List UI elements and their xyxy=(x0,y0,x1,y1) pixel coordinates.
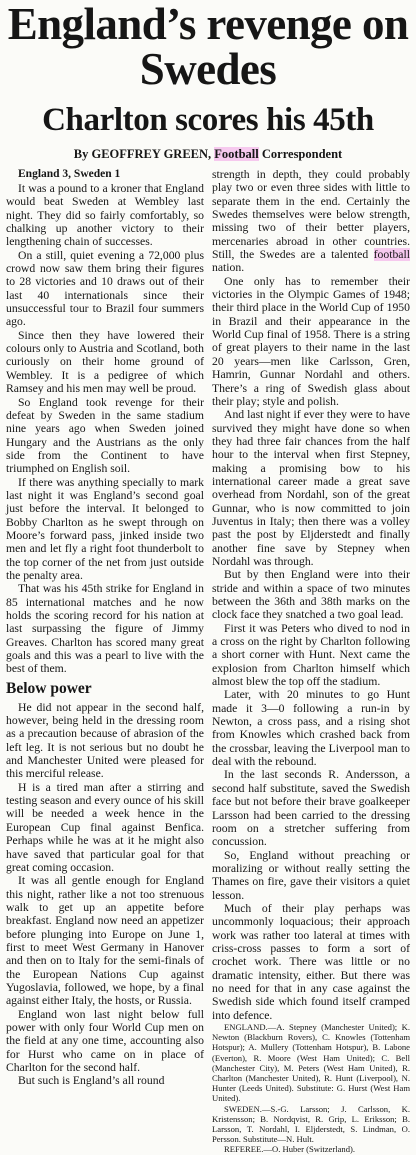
paragraph: He did not appear in the second half, however, being held in the dressing room as a precaution because of abrasion of the left leg. It is not serious but no doubt he and Manchester United were pleased for this merciful release. xyxy=(6,700,204,781)
paragraph-continued xyxy=(212,168,410,275)
paragraph: So, England without preaching or moralizing or without really setting the Thames on fire, gave their visitors a quiet lesson. xyxy=(212,848,410,902)
paragraph: And last night if ever they were to have survived they might have done so when they had three fair chances from the half hour to the interval when first Stepney, making a promising bow to his international career made a great save overhead from Nordahl, son of the great Gunnar, who is now committed to join Juventus in Italy; then there was a volley past the post by Eljderstedt and finally another fine save by Stepney when Nordahl was through. xyxy=(212,408,410,568)
paragraph: That was his 45th strike for England in 85 international matches and he now holds the scoring record for his nation at last surpassing the figure of Jimmy Greaves. Charlton has scored many great goals and this was a pearl to live with the best of them. xyxy=(6,582,204,676)
headline: England’s revenge on Swedes xyxy=(7,0,409,94)
paragraph: Since then they have lowered their colours only to Austria and Scotland, both curiously on their home ground of Wembley. It is a pedigree of which Ramsey and his men may well be proud. xyxy=(6,328,204,396)
paragraph: First it was Peters who dived to nod in a cross on the right by Charlton following a short corner with Hunt. Next came the explosion from Charlton himself which almost blew the top off the stadium. xyxy=(212,621,410,689)
highlighted-word: football xyxy=(373,248,410,262)
paragraph: H is a tired man after a stirring and testing season and every ounce of his skill will be needed a week hence in the European Cup final against Benfica. Perhaps while he was at it he might also have saved that particular goal for that great coming occasion. xyxy=(6,780,204,874)
byline xyxy=(6,146,410,162)
byline-highlight: Football xyxy=(214,147,259,161)
paragraph: It was all gentle enough for England this night, rather like a not too strenuous walk to get up an appetite before breakfast. England now need an appetizer before plunging into Europe on June 1, first to meet West Germany in Hanover and then on to Italy for the semi-finals of the European Nations Cup against Yugoslavia, followed, we hope, by a final against either Italy, the hosts, or Russia. xyxy=(6,874,204,1008)
column-left xyxy=(6,168,204,1155)
paragraph: Later, with 20 minutes to go Hunt made it 3—0 following a run-in by Newton, a cross pass, and a rising shot from Knowles which crashed back from the crossbar, leaving the Liverpool man to deal with the rebound. xyxy=(212,688,410,769)
paragraph: One only has to remember their victories in the Olympic Games of 1948; their third place in the World Cup of 1950 in Brazil and their appearance in the World Cup final of 1958. There is a string of great players to their name in the last 20 years—men like Carlsson, Gren, Hamrin, Gunnar Nordahl and others. There’s a ring of Swedish glass about their play; style and polish. xyxy=(212,274,410,408)
byline-prefix: By GEOFFREY GREEN, xyxy=(73,147,215,161)
paragraph-text: nation. xyxy=(212,261,245,275)
sweden-lineup: SWEDEN.—S.-G. Larsson; J. Carlsson, K. Kristensson; B. Nordqvist, R. Grip, L. Eriksson; B. Larsson, T. Nordahl, I. Eljderstedt, S. Lindman, O. Persson. Substitute—N. Hult. xyxy=(212,1103,410,1145)
paragraph: On a still, quiet evening a 72,000 plus crowd now saw them bring their figures to 28 victories and 10 draws out of their last 40 internationals since their unsuccessful tour to Brazil four summers ago. xyxy=(6,248,204,329)
referee-line: REFEREE.—O. Huber (Switzerland). xyxy=(224,1144,356,1155)
england-lineup: ENGLAND.—A. Stepney (Manchester United); K. Newton (Blackburn Rovers), C. Knowles (Tottenham Hotspur); A. Mullery (Tottenham Hotspur), B. Labone (Everton), R. Moore (West Ham United); C. Bell (Manchester City), M. Peters (West Ham United), R. Charlton (Manchester United), R. Hunt (Liverpool), N. Hunter (Leeds United). Substitute: G. Hurst (West Ham United). xyxy=(212,1022,410,1104)
paragraph: In the last seconds R. Andersson, a second half substitute, saved the Swedish face but not before their brave goalkeeper Larsson had been carried to the dressing room on a stretcher suffering from concussion. xyxy=(212,768,410,849)
subheadline: Charlton scores his 45th xyxy=(42,102,374,138)
paragraph: But such is England’s all round xyxy=(18,1074,165,1088)
column-right xyxy=(212,168,410,1155)
paragraph-text: strength in depth, they could probably play two or even three sides with little to separate them in the end. Certainly the Swedes themselves were below strength, missing two of their better players, mercenaries abroad in other countries. Still, the Swedes are a talented xyxy=(212,168,410,262)
paragraph: Much of their play perhaps was uncommonly loquacious; their approach work was rather too lateral at times with criss-cross passes to form a sort of crochet work. There was little or no dramatic intensity, either. But there was no need for that in any case against the Swedish side which found itself cramped into defence. xyxy=(212,901,410,1022)
section-heading: Below power xyxy=(6,679,92,697)
paragraph: It was a pound to a kroner that England would beat Sweden at Wembley last night. They did so fairly comfortably, so chalking up another victory to their lengthening chain of successes. xyxy=(6,182,204,249)
paragraph: But by then England were into their stride and within a space of two minutes between the 36th and 38th marks on the clock face they snatched a two goal lead. xyxy=(212,568,410,622)
score-line: England 3, Sweden 1 xyxy=(18,168,121,180)
paragraph: England won last night below full power with only four World Cup men on the field at any one time, accounting also for Hurst who came on in place of Charlton for the second half. xyxy=(6,1007,204,1074)
byline-suffix: Correspondent xyxy=(258,147,343,161)
paragraph: If there was anything specially to mark last night it was England’s second goal just before the interval. It belonged to Bobby Charlton as he swept through on Moore’s forward pass, jinked inside two men and let fly a right foot thunderbolt to the top corner of the net from just outside the penalty area. xyxy=(6,475,204,582)
team-lineups xyxy=(212,1022,410,1155)
paragraph: So England took revenge for their defeat by Sweden in the same stadium nine years ago when Sweden joined Hungary and the Austrians as the only side from the Continent to have triumphed on English soil. xyxy=(6,395,204,476)
article-body xyxy=(6,168,410,1155)
